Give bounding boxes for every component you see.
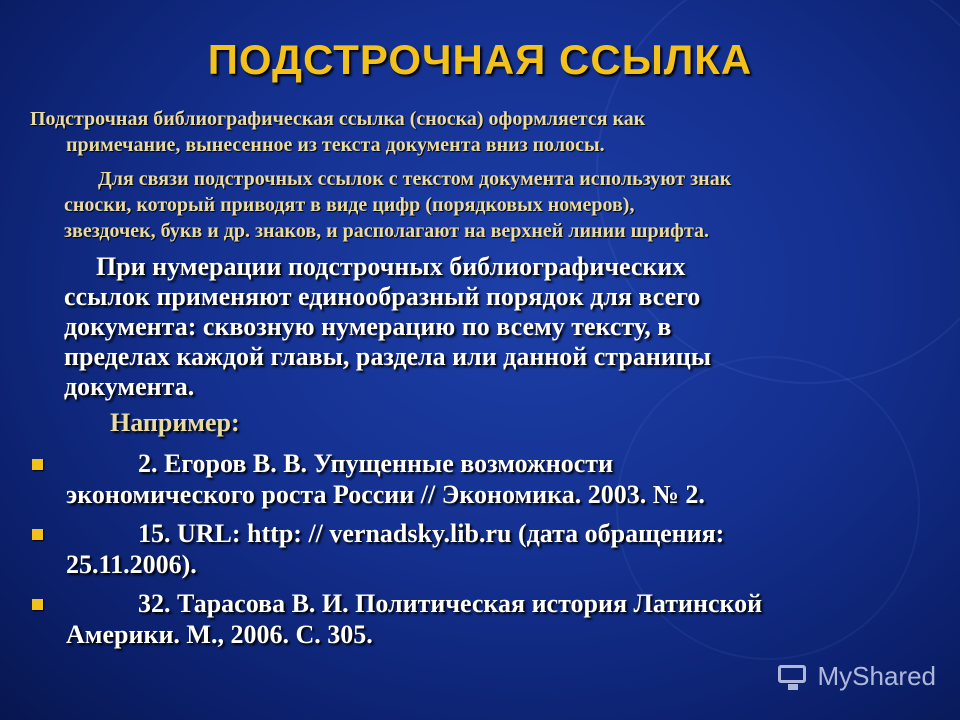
paragraph-numbering-line3: документа: сквозную нумерацию по всему тексту, в	[64, 312, 672, 341]
list-item-line2: 25.11.2006).	[66, 550, 197, 579]
bullet-square-icon	[32, 599, 43, 610]
paragraph-numbering-line4: пределах каждой главы, раздела или данной страницы	[64, 342, 712, 371]
list-item	[30, 588, 930, 650]
paragraph-definition-line1: Подстрочная библиографическая ссылка (сноска) оформляется как	[30, 108, 646, 130]
bullet-square-icon	[32, 529, 43, 540]
example-list	[30, 448, 930, 658]
watermark-text: MyShared	[817, 661, 936, 691]
list-item-line2: экономического роста России // Экономика. 2003. № 2.	[66, 480, 705, 509]
paragraph-footnote-sign-line2: сноски, который приводят в виде цифр (порядковых номеров),	[64, 194, 635, 216]
list-item-line1: 32. Тарасова В. И. Политическая история Латинской	[138, 589, 763, 618]
list-item-line1: 2. Егоров В. В. Упущенные возможности	[138, 449, 614, 478]
watermark	[776, 661, 937, 692]
paragraph-footnote-sign-line1: Для связи подстрочных ссылок с текстом документа используют знак	[98, 168, 732, 190]
paragraph-numbering-line1: При нумерации подстрочных библиографических	[96, 252, 686, 281]
list-item	[30, 518, 930, 580]
paragraph-footnote-sign	[64, 166, 934, 244]
paragraph-numbering	[64, 252, 884, 402]
monitor-icon	[776, 663, 810, 691]
paragraph-footnote-sign-line3: звездочек, букв и др. знаков, и располагают на верхней линии шрифта.	[64, 220, 710, 242]
paragraph-definition	[30, 106, 930, 158]
paragraph-numbering-line2: ссылок применяют единообразный порядок для всего	[64, 282, 701, 311]
bullet-square-icon	[32, 459, 43, 470]
list-item	[30, 448, 930, 510]
paragraph-definition-line2: примечание, вынесенное из текста документа вниз полосы.	[66, 134, 605, 156]
list-item-line2: Америки. М., 2006. С. 305.	[66, 620, 373, 649]
list-item-line1: 15. URL: http: // vernadsky.lib.ru (дата обращения:	[138, 519, 725, 548]
slide-title: ПОДСТРОЧНАЯ ССЫЛКА	[207, 36, 753, 83]
paragraph-numbering-line5: документа.	[64, 372, 195, 401]
example-label: Например:	[110, 408, 240, 437]
